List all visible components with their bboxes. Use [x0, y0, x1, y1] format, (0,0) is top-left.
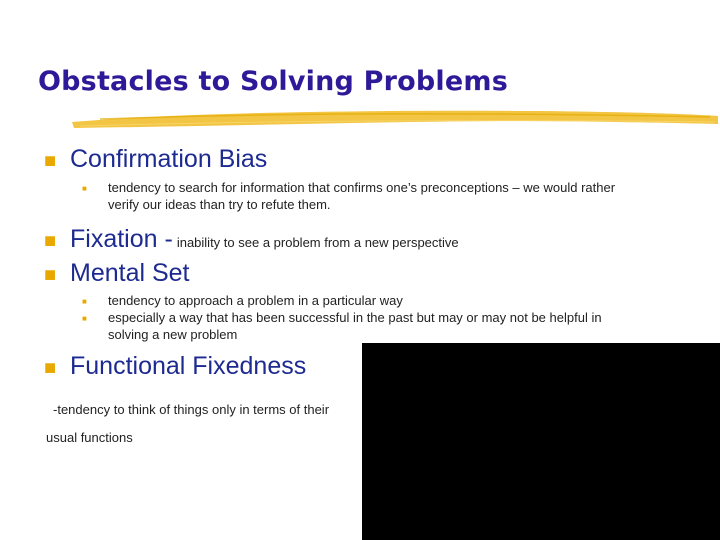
bullet-fixation	[44, 225, 459, 254]
text-line: -tendency to think of things only in terms of their	[53, 402, 330, 417]
bullet-heading: Confirmation Bias	[70, 145, 268, 173]
bullet-confirmation-bias	[44, 145, 267, 174]
sub-bullet-confirmation	[82, 179, 615, 213]
bullet-heading: Functional Fixedness	[70, 352, 307, 380]
slide-title: Obstacles to Solving Problems	[38, 66, 508, 97]
bullet-inline-text: inability to see a problem from a new perspective	[176, 235, 459, 250]
bullet-mental-set	[44, 259, 190, 288]
bullet-square-icon: ■	[44, 230, 57, 252]
bullet-functional-fixedness	[44, 352, 306, 381]
brush-underline	[70, 104, 720, 132]
embedded-image-blank	[362, 343, 720, 540]
sub-text-line: tendency to approach a problem in a particular way	[108, 293, 403, 308]
sub-bullet-square-icon: ■	[82, 184, 87, 194]
bullet-square-icon: ■	[44, 357, 57, 379]
sub-bullet-mental-set-1	[82, 292, 403, 310]
bullet-heading: Mental Set	[70, 259, 190, 287]
functional-fixedness-text	[46, 396, 329, 452]
bullet-heading: Fixation	[70, 225, 158, 253]
sub-text-line: solving a new problem	[108, 327, 238, 342]
bullet-square-icon: ■	[44, 264, 57, 286]
sub-text-line: verify our ideas than try to refute them.	[108, 197, 331, 212]
sub-bullet-mental-set-2	[82, 309, 602, 343]
bullet-dash: -	[164, 225, 173, 253]
bullet-square-icon: ■	[44, 150, 57, 172]
sub-bullet-square-icon: ■	[82, 314, 87, 324]
sub-bullet-square-icon: ■	[82, 297, 87, 307]
sub-text-line: especially a way that has been successful in the past but may or may not be helpful in	[108, 310, 602, 325]
sub-text-line: tendency to search for information that confirms one’s preconceptions – we would rather	[108, 180, 616, 195]
text-line: usual functions	[46, 430, 133, 445]
